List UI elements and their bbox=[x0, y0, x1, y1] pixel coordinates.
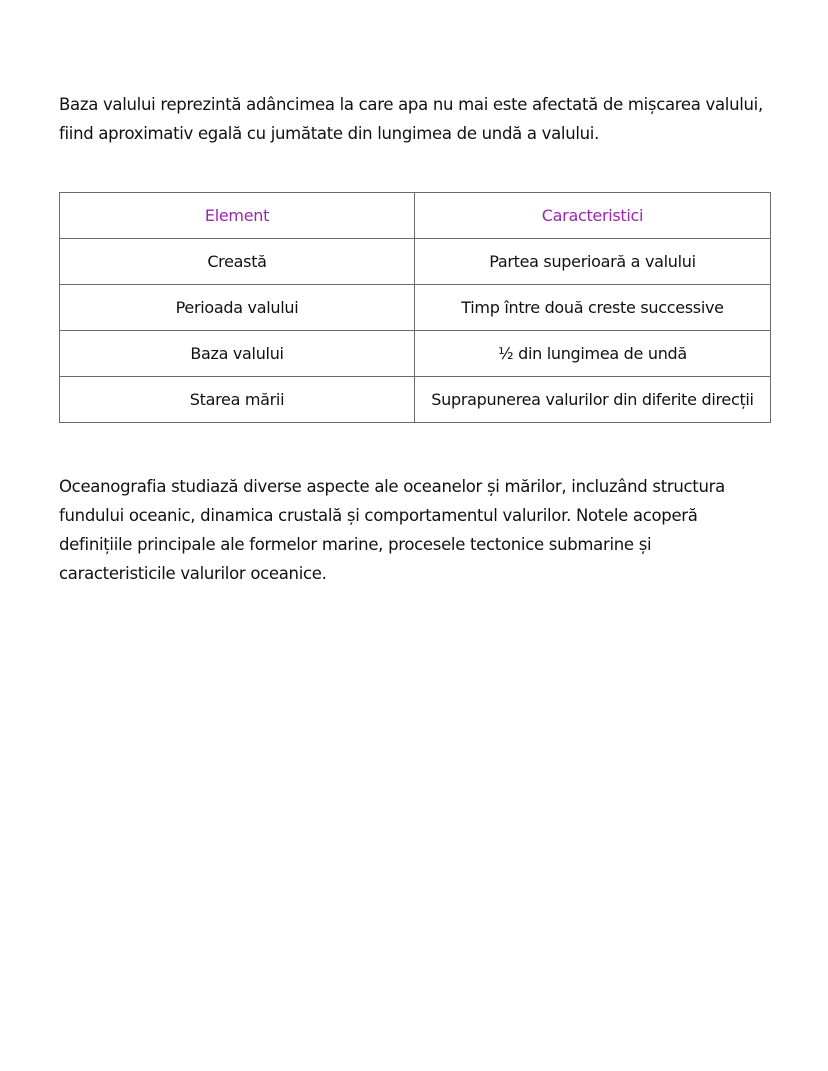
table-row bbox=[60, 331, 771, 377]
table-cell-element: Perioada valului bbox=[60, 285, 415, 331]
table-header-row bbox=[60, 193, 771, 239]
table-cell-element: Creastă bbox=[60, 239, 415, 285]
table-cell-characteristic: Suprapunerea valurilor din diferite direcții bbox=[415, 377, 771, 423]
table-row bbox=[60, 285, 771, 331]
table-cell-characteristic: Timp între două creste successive bbox=[415, 285, 771, 331]
summary-paragraph: Oceanografia studiază diverse aspecte ale oceanelor și mărilor, incluzând structura fundului oceanic, dinamica crustală și comportamentul valurilor. Notele acoperă definițiile principale ale formelor marine, procesele tectonice submarine și caracteristicile valurilor oceanice. bbox=[59, 477, 725, 583]
header-element: Element bbox=[60, 193, 415, 239]
table-cell-characteristic: ½ din lungimea de undă bbox=[415, 331, 771, 377]
table-cell-characteristic: Partea superioară a valului bbox=[415, 239, 771, 285]
table-cell-element: Baza valului bbox=[60, 331, 415, 377]
intro-paragraph: Baza valului reprezintă adâncimea la care apa nu mai este afectată de mișcarea valului, fiind aproximativ egală cu jumătate din lungimea de undă a valului. bbox=[59, 95, 763, 143]
header-characteristics: Caracteristici bbox=[415, 193, 771, 239]
table-row bbox=[60, 377, 771, 423]
wave-elements-table bbox=[59, 192, 771, 423]
table-row bbox=[60, 239, 771, 285]
table-cell-element: Starea mării bbox=[60, 377, 415, 423]
